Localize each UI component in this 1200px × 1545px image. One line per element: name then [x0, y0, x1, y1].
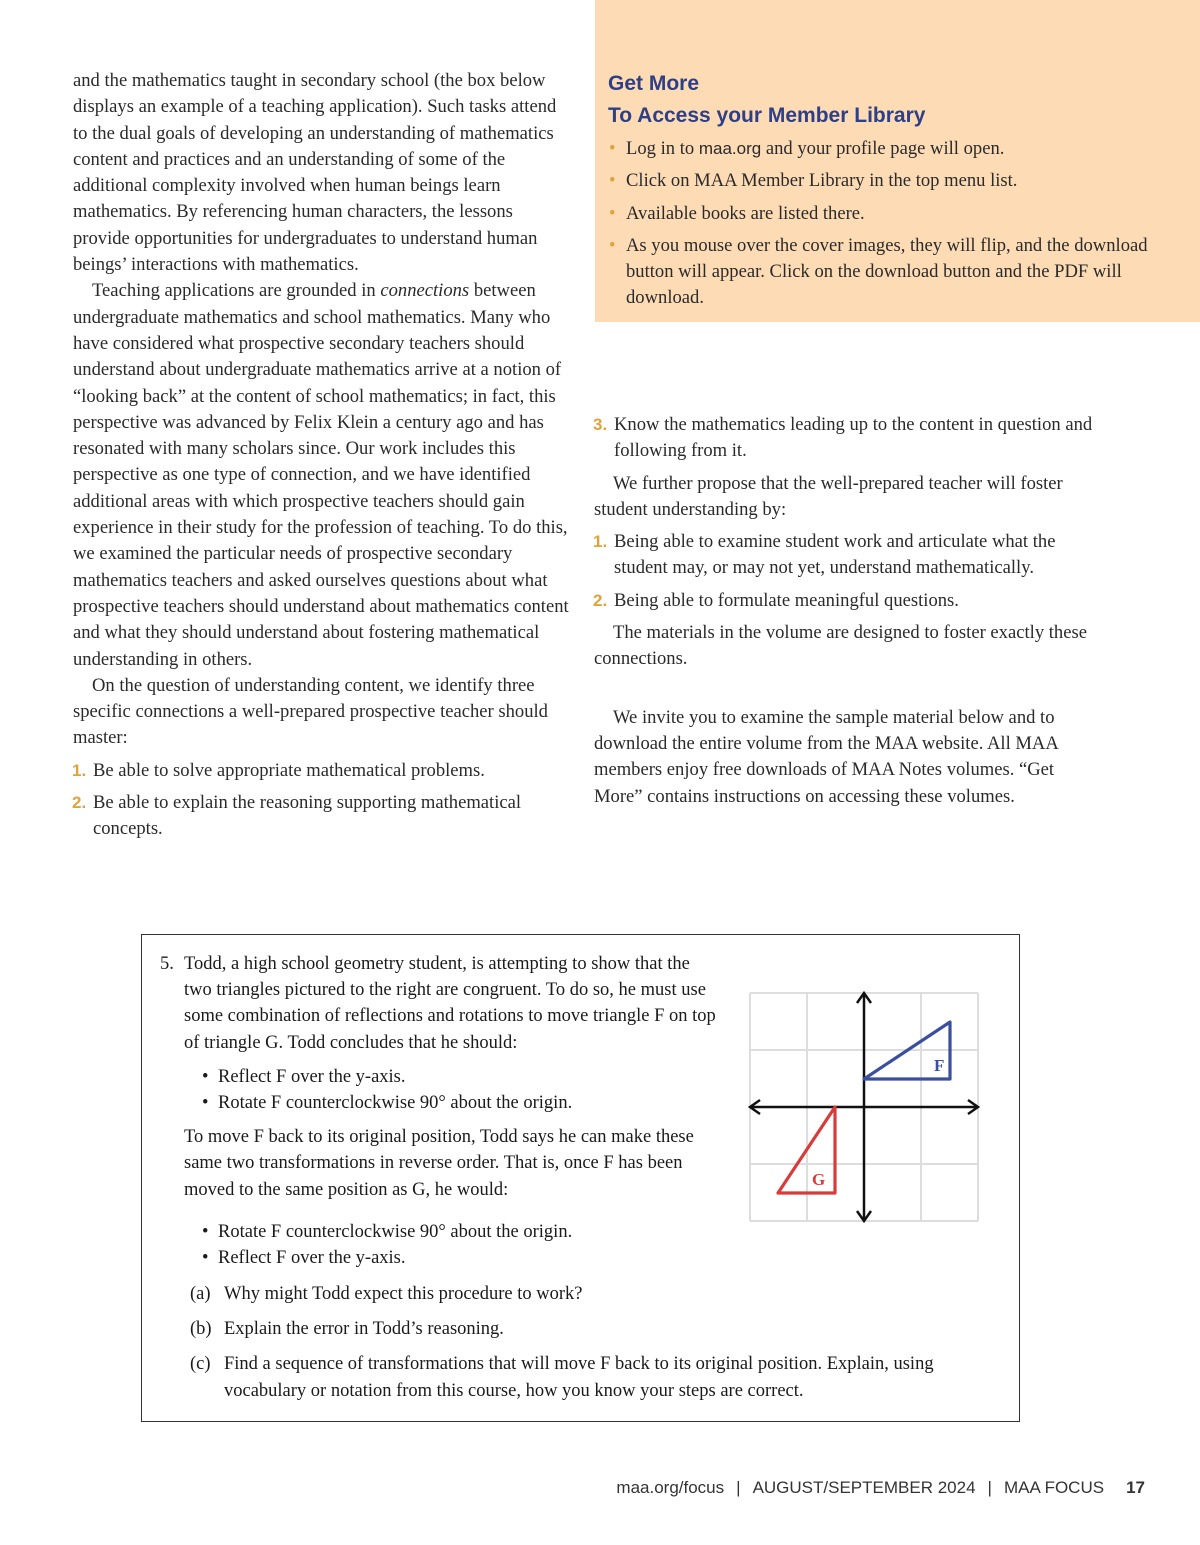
list-item: 1. Being able to examine student work and articulate what the student may, or may not yet, understand mathematically.: [593, 531, 1056, 579]
get-more-steps: [608, 136, 1180, 312]
bullet-icon: •: [609, 202, 616, 224]
get-more-title: Get More: [608, 72, 700, 95]
right-column: [594, 412, 1099, 810]
left-paragraph-2: Teaching applications are grounded in connections between undergraduate mathematics and school mathematics. Many who have considered what prospective secondary teachers should understand about undergraduate mathematics arrive at a notion of “looking back” at the content of school mathematics; in fact, this perspective was advanced by Felix Klein a century ago and has resonated with many scholars since. Our work includes this perspective as one type of connection, and we have identified additional areas with which prospective teachers should gain experience in their study for the profession of teaching. To do this, we examined the particular needs of prospective secondary mathematics teachers and asked ourselves questions about what prospective teachers should understand about mathematics content and what they should understand about fostering mathematical understanding in others.: [73, 280, 569, 670]
maa-link[interactable]: maa.org: [698, 139, 762, 158]
footer-magazine: MAA FOCUS: [1003, 1478, 1105, 1497]
list-item: • Log in to maa.org and your profile page will open.: [608, 136, 1180, 162]
page-number: 17: [1126, 1478, 1145, 1497]
problem-part-b: (b) Explain the error in Todd’s reasoning.: [190, 1319, 504, 1340]
footer-site-link[interactable]: maa.org/focus: [616, 1478, 725, 1497]
get-more-subtitle: To Access your Member Library: [608, 104, 926, 127]
footer-issue: AUGUST/SEPTEMBER 2024: [752, 1478, 976, 1497]
page-footer: maa.org/focus | AUGUST/SEPTEMBER 2024 | MAA FOCUS 17: [616, 1478, 1145, 1497]
todd-steps-list: [200, 1064, 720, 1116]
triangle-g-label: G: [812, 1170, 826, 1189]
problem-middle: To move F back to its original position, Todd says he can make these same two transformations in reverse order. That is, once F has been moved to the same position as G, he would:: [184, 1127, 694, 1200]
teaching-application-box: [141, 934, 1020, 1422]
problem-part-c: (c) Find a sequence of transformations that will move F back to its original position. Explain, using vocabulary or notation from this course, how you know your steps are correct.: [190, 1354, 934, 1401]
list-item: 3. Know the mathematics leading up to the content in question and following from it.: [593, 414, 1093, 462]
left-paragraph-1: and the mathematics taught in secondary school (the box below displays an example of a teaching application). Such tasks attend to the dual goals of developing an understanding of mathematics content and practices and an understanding of some of the additional complexity involved when human beings learn mathematics. By referencing human characters, the lessons provide opportunities for undergraduates to understand human beings’ interactions with mathematics.: [73, 70, 557, 276]
problem-part-a: (a) Why might Todd expect this procedure to work?: [190, 1284, 583, 1304]
list-item: • Available books are listed there.: [608, 201, 1180, 227]
content-connections-list-continued: [594, 412, 1099, 465]
right-paragraph-2: The materials in the volume are designed to foster exactly these connections.: [594, 622, 1087, 670]
problem-intro: Todd, a high school geometry student, is attempting to show that the two triangles pictured to the right are congruent. To do so, he must use some combination of reflections and rotations to move triangle F on top of triangle G. Todd concludes that he should:: [184, 954, 716, 1053]
bullet-icon: •: [609, 138, 616, 159]
list-item: 1. Be able to solve appropriate mathematical problems.: [72, 759, 485, 781]
problem-question: [160, 951, 720, 1279]
get-more-sidebar: [595, 0, 1200, 322]
coordinate-graph: [746, 989, 986, 1229]
problem-parts: [190, 1281, 1010, 1413]
left-paragraph-3: On the question of understanding content, we identify three specific connections a well-prepared prospective teacher should master:: [73, 674, 548, 749]
student-understanding-list: [594, 529, 1099, 614]
list-item: • Reflect F over the y-axis.: [200, 1064, 720, 1090]
left-column: [73, 68, 573, 849]
list-item: • Rotate F counterclockwise 90° about the origin.: [200, 1219, 720, 1245]
list-item: • Reflect F over the y-axis.: [200, 1245, 720, 1271]
triangle-f-label: F: [934, 1056, 945, 1075]
list-item: 2. Being able to formulate meaningful questions.: [593, 589, 959, 611]
list-item: • Rotate F counterclockwise 90° about the origin.: [200, 1090, 720, 1116]
right-paragraph-3: We invite you to examine the sample material below and to download the entire volume from the MAA website. All MAA members enjoy free downloads of MAA Notes volumes. “Get More” contains instructions on accessing these volumes.: [594, 706, 1058, 807]
bullet-icon: •: [609, 170, 616, 192]
list-item: • As you mouse over the cover images, they will flip, and the download button will appear. Click on the download button and the PDF will download.: [609, 234, 1148, 309]
content-connections-list: [73, 758, 573, 843]
bullet-icon: •: [609, 234, 616, 256]
reverse-steps-list: [200, 1219, 720, 1271]
problem-number: 5.: [160, 954, 174, 974]
right-paragraph-1: We further propose that the well-prepared teacher will foster student understanding by:: [594, 472, 1063, 520]
list-item: • Click on MAA Member Library in the top menu list.: [608, 168, 1180, 194]
list-item: 2. Be able to explain the reasoning supporting mathematical concepts.: [72, 792, 522, 840]
